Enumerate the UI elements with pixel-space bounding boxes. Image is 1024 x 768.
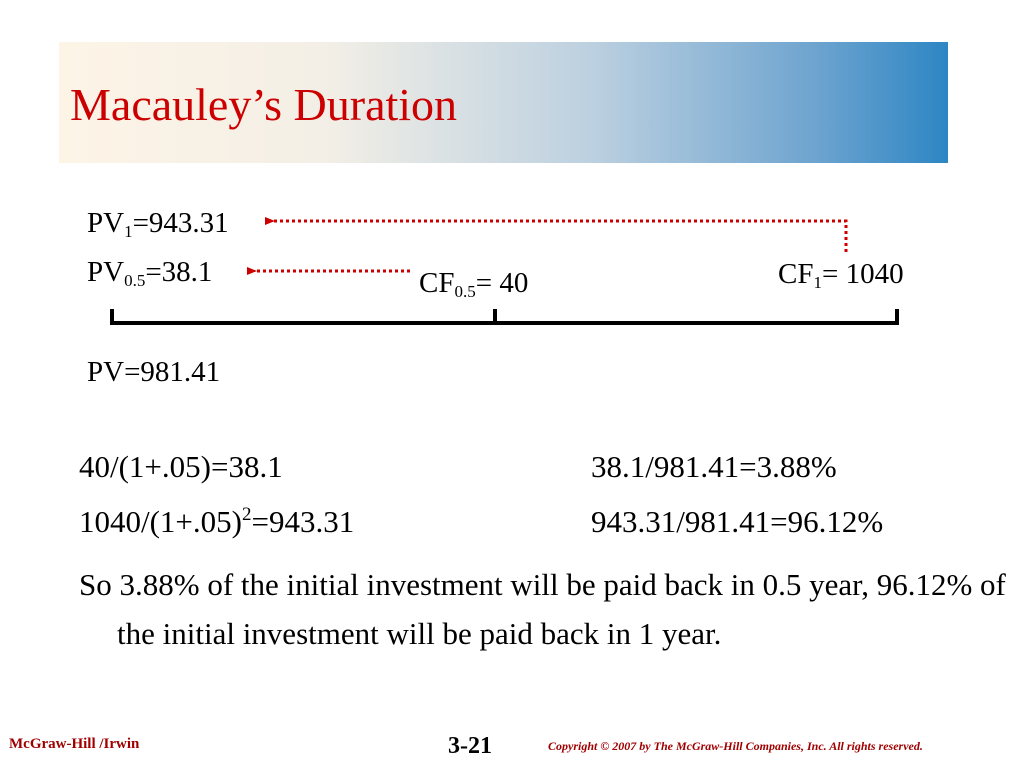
pv05-value: =38.1 (145, 256, 213, 288)
slide-title: Macauley’s Duration (70, 79, 458, 130)
cf05-value: = 40 (475, 267, 529, 299)
discount-arrow-cf1 (274, 221, 846, 252)
calc-row-1-right: 38.1/981.41=3.88% (591, 449, 837, 484)
conclusion-paragraph: So 3.88% of the initial investment will be paid back in 0.5 year, 96.12% of the initial investment will be paid back in 1 year. (79, 567, 1006, 651)
cf05-base: CF (419, 267, 455, 299)
timeline (112, 309, 897, 325)
cf1-base: CF (778, 258, 814, 290)
calc-row-2-right: 943.31/981.41=96.12% (591, 504, 884, 539)
pv-total-label: PV=981.41 (87, 356, 221, 388)
page-number: 3-21 (448, 733, 492, 759)
calc-2-result: =943.31 (251, 504, 355, 539)
pv05-subscript: 0.5 (124, 271, 146, 290)
calc-2-formula: 1040/(1+.05) (79, 504, 242, 539)
publisher-label: McGraw-Hill /Irwin (9, 736, 140, 752)
calc-2-exponent: 2 (242, 504, 252, 525)
cf1-subscript: 1 (813, 273, 822, 292)
pv1-base: PV (87, 207, 125, 239)
calc-1-formula: 40/(1+.05)=38.1 (79, 449, 283, 484)
pv05-base: PV (87, 256, 125, 288)
copyright-notice: Copyright © 2007 by The McGraw-Hill Companies, Inc. All rights reserved. (548, 739, 923, 753)
pv1-subscript: 1 (124, 222, 133, 241)
pv1-value: =943.31 (132, 207, 229, 239)
calc-row-2-left (79, 504, 354, 540)
cf05-subscript: 0.5 (454, 282, 476, 301)
cf1-value: = 1040 (821, 258, 904, 290)
calc-row-1-left (79, 449, 283, 485)
